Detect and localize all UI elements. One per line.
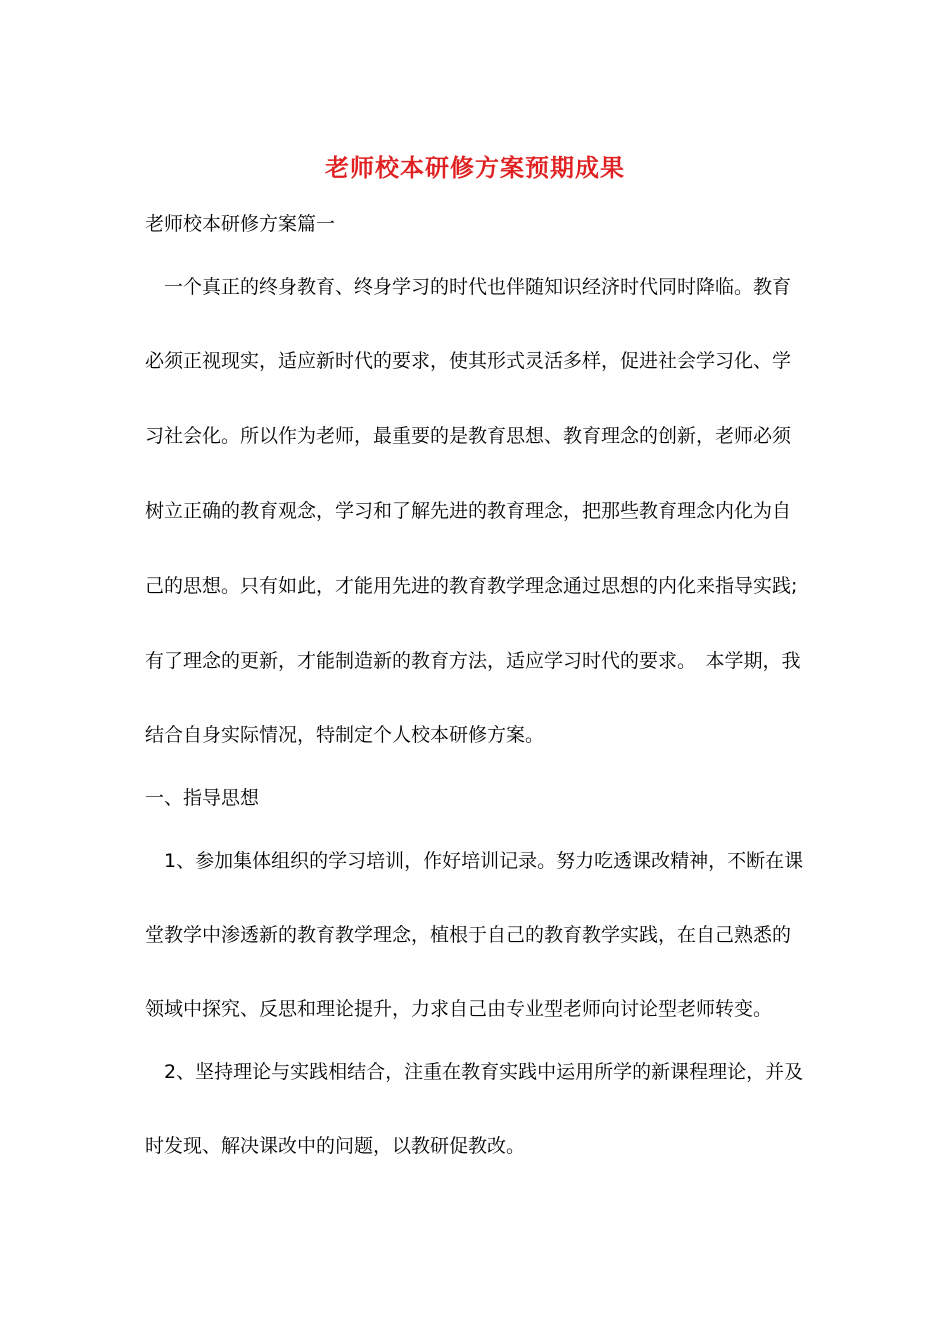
list-item-line: 时发现、解决课改中的问题，以教研促教改。: [145, 1135, 526, 1157]
section-heading: 老师校本研修方案篇一: [145, 213, 336, 235]
paragraph-line: 树立正确的教育观念，学习和了解先进的教育理念，把那些教育理念内化为自: [145, 500, 792, 522]
document-title: 老师校本研修方案预期成果: [325, 153, 625, 182]
list-item-line: 1、参加集体组织的学习培训，作好培训记录。努力吃透课改精神，不断在课: [145, 850, 804, 872]
paragraph-line: 必须正视现实，适应新时代的要求，使其形式灵活多样，促进社会学习化、学: [145, 350, 792, 372]
paragraph-line: 习社会化。所以作为老师，最重要的是教育思想、教育理念的创新，老师必须: [145, 425, 792, 447]
paragraph-line: 有了理念的更新，才能制造新的教育方法，适应学习时代的要求。 本学期，我: [145, 650, 801, 672]
list-item-line: 2、坚持理论与实践相结合，注重在教育实践中运用所学的新课程理论，并及: [145, 1061, 804, 1083]
section-heading: 一、指导思想: [145, 787, 260, 809]
paragraph-line: 结合自身实际情况，特制定个人校本研修方案。: [145, 724, 545, 746]
paragraph-line: 一个真正的终身教育、终身学习的时代也伴随知识经济时代同时降临。教育: [145, 276, 792, 298]
paragraph-line: 己的思想。只有如此，才能用先进的教育教学理念通过思想的内化来指导实践;: [145, 575, 798, 597]
list-item-line: 堂教学中渗透新的教育教学理念，植根于自己的教育教学实践，在自己熟悉的: [145, 924, 792, 946]
list-item-line: 领域中探究、反思和理论提升，力求自己由专业型老师向讨论型老师转变。: [145, 998, 773, 1020]
